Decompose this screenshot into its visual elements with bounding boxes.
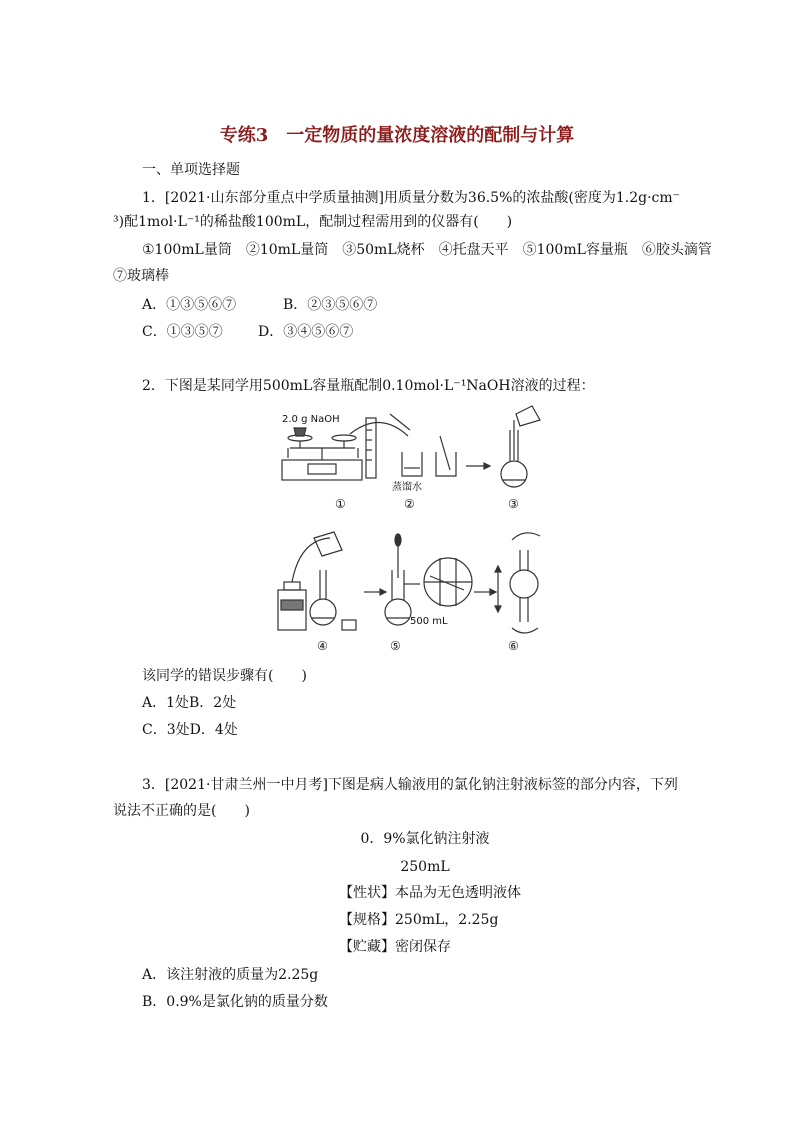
- step-6-label: ⑥: [508, 639, 519, 653]
- solution-preparation-figure: [270, 400, 560, 660]
- q1-stem-line2: ³)配1mol·L⁻¹的稀盐酸100mL，配制过程需用到的仪器有( ): [113, 214, 513, 230]
- label-spec: [339, 910, 498, 930]
- step-2-label: ②: [404, 497, 415, 511]
- q1-option-c: C．①③⑤⑦: [142, 324, 223, 340]
- naoh-label: 2.0 g NaOH: [282, 414, 340, 425]
- label-volume: 250mL: [400, 859, 450, 875]
- reagent-bottle: [278, 582, 306, 630]
- q1-stem-line1: 1．[2021·山东部分重点中学质量抽测]用质量分数为36.5%的浓盐酸(密度为1.2g·cm⁻: [142, 190, 681, 206]
- balance-apparatus: [282, 428, 362, 480]
- q1-option-a: A．①③⑤⑥⑦: [142, 297, 237, 313]
- volume-label: 500 mL: [410, 616, 448, 627]
- q3-stem-line2: 说法不正确的是( ): [113, 803, 250, 819]
- q3-option-a: A．该注射液的质量为2.25g: [142, 967, 319, 983]
- page-title: 专练3 一定物质的量浓度溶液的配制与计算: [219, 125, 575, 146]
- property-key: 【性状】: [339, 885, 395, 901]
- label-name: 0．9%氯化钠注射液: [360, 831, 490, 847]
- q2-question: 该同学的错误步骤有( ): [142, 668, 307, 684]
- spec-key: 【规格】: [339, 912, 395, 928]
- stopper: [342, 620, 356, 630]
- water-label: 蒸馏水: [392, 482, 422, 493]
- q2-stem: 2．下图是某同学用500mL容量瓶配制0.10mol·L⁻¹NaOH溶液的过程：: [142, 378, 595, 394]
- q1-option-b: B．②③⑤⑥⑦: [283, 297, 378, 313]
- label-storage: [339, 937, 451, 957]
- beaker-stirring: [436, 436, 456, 476]
- graduated-cylinder: [350, 414, 410, 478]
- q2-option-cd: C．3处D．4处: [142, 722, 238, 738]
- label-property: [339, 883, 521, 903]
- step-5-label: ⑤: [390, 639, 401, 653]
- volumetric-flask-step4: [292, 532, 342, 625]
- step-4-label: ④: [317, 639, 328, 653]
- q2-option-ab: A．1处B．2处: [142, 695, 237, 711]
- step-3-label: ③: [508, 497, 519, 511]
- storage-value: 密闭保存: [395, 939, 451, 955]
- section-heading: 一、单项选择题: [142, 162, 240, 178]
- beaker-with-water: [402, 452, 422, 476]
- storage-key: 【贮藏】: [339, 939, 395, 955]
- inverting-flask: [510, 533, 540, 633]
- q3-stem-line1: 3．[2021·甘肃兰州一中月考]下图是病人输液用的氯化钠注射液标签的部分内容，下列: [142, 777, 678, 793]
- q1-option-d: D．③④⑤⑥⑦: [258, 324, 354, 340]
- volumetric-flask-step3: [501, 406, 540, 487]
- meniscus-zoom: [424, 558, 472, 606]
- property-value: 本品为无色透明液体: [395, 885, 521, 901]
- q1-instruments-line1: ①100mL量筒 ②10mL量筒 ③50mL烧杯 ④托盘天平 ⑤100mL容量瓶 ⑥胶头滴管: [142, 242, 712, 258]
- q3-option-b: B．0.9%是氯化钠的质量分数: [142, 994, 328, 1010]
- step-1-label: ①: [335, 497, 346, 511]
- q1-instruments-line2: ⑦玻璃棒: [113, 268, 169, 284]
- spec-value: 250mL，2.25g: [395, 912, 499, 928]
- volumetric-flask-step5: [385, 534, 420, 625]
